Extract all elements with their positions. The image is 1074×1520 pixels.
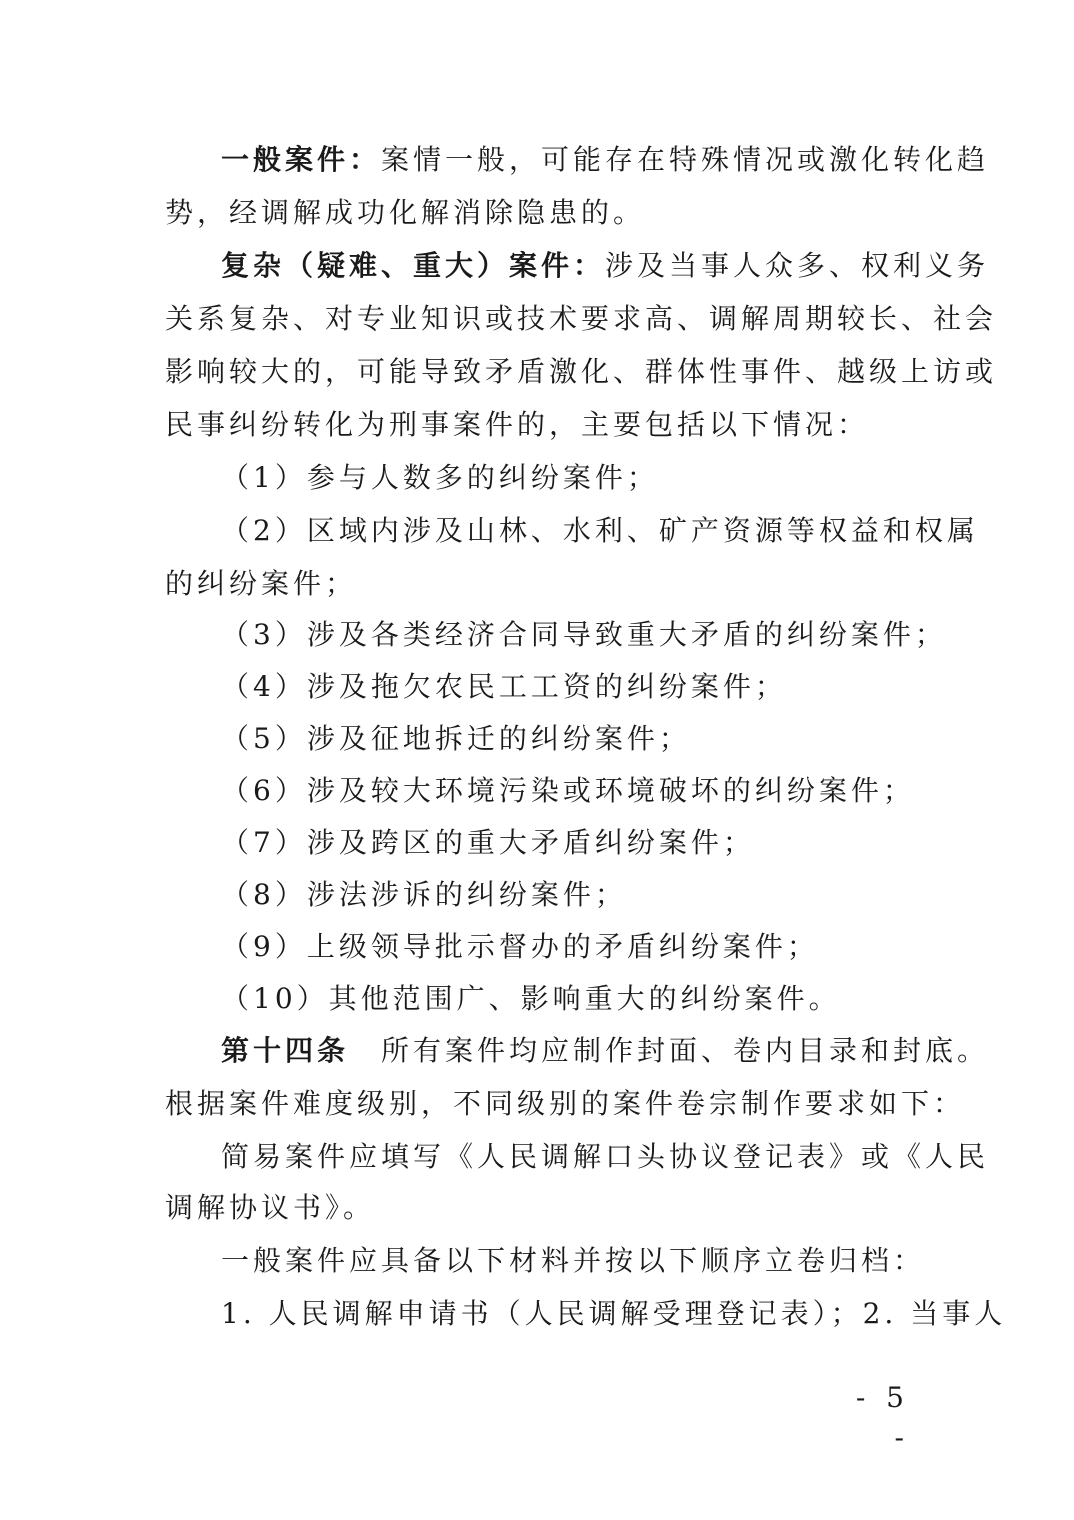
general-case-text: 案情一般，可能存在特殊情况或激化转化趋 (381, 143, 990, 176)
general-materials-line-1: 一般案件应具备以下材料并按以下顺序立卷归档： (221, 1244, 926, 1277)
general-case-heading: 一般案件： (221, 143, 382, 176)
simple-case-line-1: 简易案件应填写《人民调解口头协议登记表》或《人民 (221, 1140, 990, 1173)
paragraph-general-case-line-1 (221, 140, 990, 180)
complex-case-heading: 复杂（疑难、重大）案件： (221, 249, 606, 282)
general-materials-line-2: 1. 人民调解申请书（人民调解受理登记表）；2. 当事人 (221, 1297, 1007, 1330)
list-item-4: （4）涉及拖欠农民工工资的纠纷案件； (221, 670, 787, 703)
list-item-10: （10）其他范围广、影响重大的纠纷案件。 (221, 982, 841, 1015)
page-number: - 5 - (855, 1381, 910, 1454)
paragraph-complex-case-line-4: 民事纠纷转化为刑事案件的，主要包括以下情况： (165, 408, 870, 441)
list-item-6: （6）涉及较大环境污染或环境破坏的纠纷案件； (221, 774, 915, 807)
list-item-3: （3）涉及各类经济合同导致重大矛盾的纠纷案件； (221, 618, 947, 651)
article-14-line-1 (221, 1031, 990, 1071)
paragraph-complex-case-line-1 (221, 246, 990, 286)
article-14-heading: 第十四条 (221, 1034, 350, 1067)
list-item-2-line-1: （2）区域内涉及山林、水利、矿产资源等权益和权属 (221, 514, 979, 547)
list-item-2-line-2: 的纠纷案件； (165, 567, 358, 600)
article-14-line-2: 根据案件难度级别，不同级别的案件卷宗制作要求如下： (165, 1087, 966, 1120)
paragraph-general-case-line-2: 势，经调解成功化解消除隐患的。 (165, 196, 646, 229)
list-item-7: （7）涉及跨区的重大矛盾纠纷案件； (221, 826, 755, 859)
paragraph-complex-case-line-3: 影响较大的，可能导致矛盾激化、群体性事件、越级上访或 (165, 355, 998, 388)
simple-case-line-2: 调解协议书》。 (165, 1191, 376, 1224)
list-item-9: （9）上级领导批示督办的矛盾纠纷案件； (221, 930, 819, 963)
list-item-8: （8）涉法涉诉的纠纷案件； (221, 878, 627, 911)
list-item-5: （5）涉及征地拆迁的纠纷案件； (221, 722, 691, 755)
complex-case-text: 涉及当事人众多、权利义务 (605, 249, 990, 282)
list-item-1: （1）参与人数多的纠纷案件； (221, 461, 659, 494)
article-14-text: 所有案件均应制作封面、卷内目录和封底。 (349, 1034, 990, 1067)
paragraph-complex-case-line-2: 关系复杂、对专业知识或技术要求高、调解周期较长、社会 (165, 302, 998, 335)
